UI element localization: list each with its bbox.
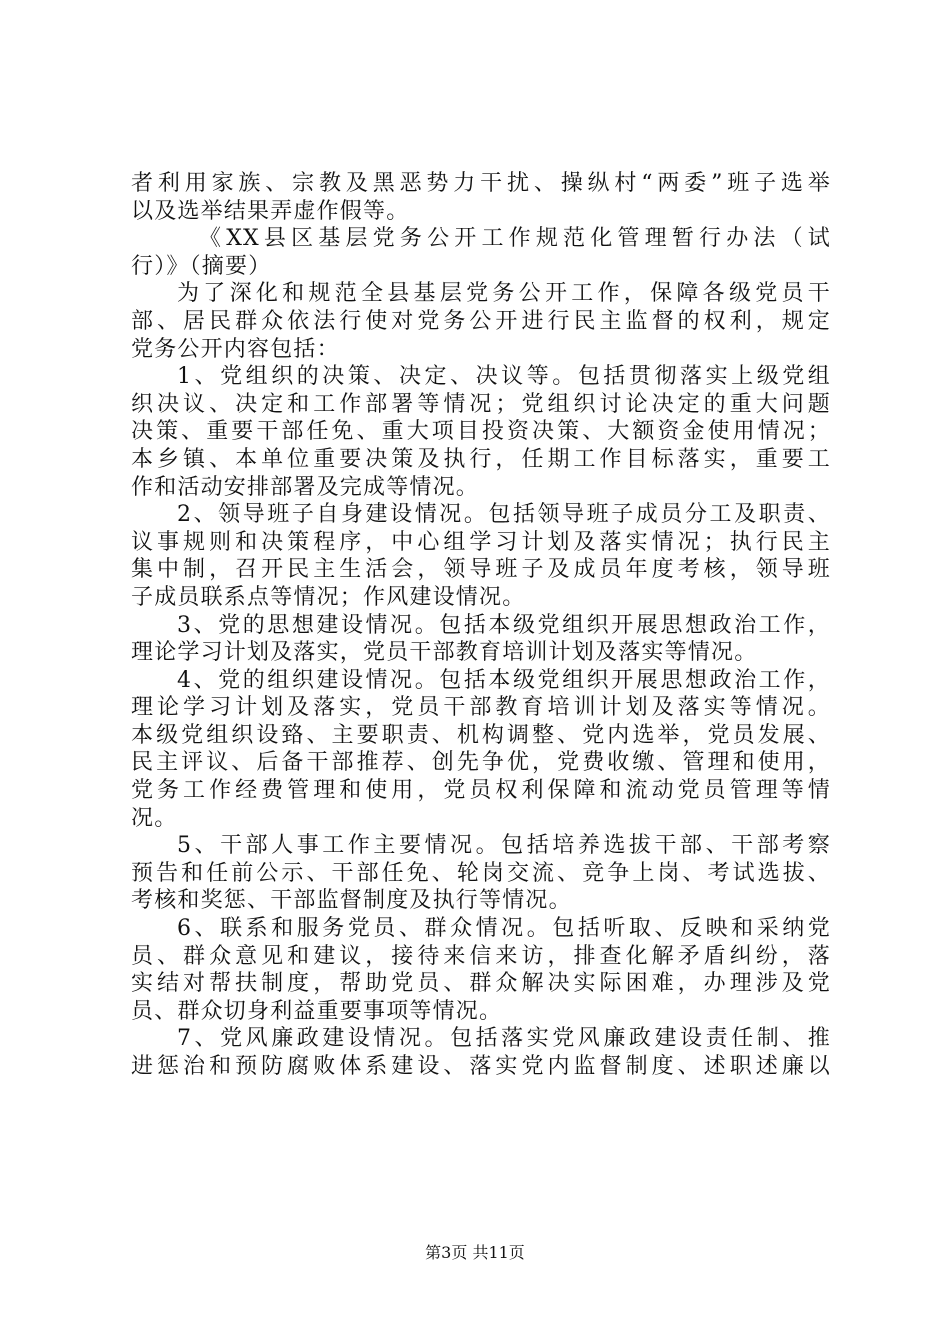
text-line: 以及选举结果弄虚作假等。 (131, 198, 410, 224)
text-line: 况。 (131, 805, 178, 831)
text-line: 本级党组织设臵、主要职责、机构调整、党内选举，党员发展、 (131, 722, 831, 748)
text-line: 考核和奖惩、干部监督制度及执行等情况。 (131, 888, 572, 914)
text-line: 集中制，召开民主生活会，领导班子及成员年度考核，领导班 (131, 557, 831, 583)
text-line: 6、联系和服务党员、群众情况。包括听取、反映和采纳党 (177, 916, 831, 942)
text-line: 4、党的组织建设情况。包括本级党组织开展思想政治工作， (177, 667, 831, 693)
text-line: 5、干部人事工作主要情况。包括培养选拔干部、干部考察 (177, 833, 831, 859)
text-line: 议事规则和决策程序，中心组学习计划及落实情况；执行民主 (131, 529, 831, 555)
text-line: 3、党的思想建设情况。包括本级党组织开展思想政治工作， (177, 612, 831, 638)
text-line: 行）》（摘要） (131, 253, 272, 279)
text-line: 党务工作经费管理和使用，党员权利保障和流动党员管理等情 (131, 778, 831, 804)
text-line: 员、群众切身利益重要事项等情况。 (131, 998, 503, 1024)
text-line: 为了深化和规范全县基层党务公开工作，保障各级党员干 (177, 281, 831, 307)
text-line: 进惩治和预防腐败体系建设、落实党内监督制度、述职述廉以 (131, 1054, 831, 1079)
text-line: 织决议、决定和工作部署等情况；党组织讨论决定的重大问题 (131, 391, 831, 417)
text-line: 理论学习计划及落实，党员干部教育培训计划及落实等情况。 (131, 695, 831, 721)
text-line: 子成员联系点等情况；作风建设情况。 (131, 584, 526, 610)
text-line: 7、党风廉政建设情况。包括落实党风廉政建设责任制、推 (177, 1026, 831, 1052)
text-line: 2、领导班子自身建设情况。包括领导班子成员分工及职责、 (177, 502, 831, 528)
text-line: 本乡镇、本单位重要决策及执行，任期工作目标落实，重要工 (131, 446, 831, 472)
document-body (131, 170, 831, 1081)
text-line: 预告和任前公示、干部任免、轮岗交流、竞争上岗、考试选拔、 (131, 860, 831, 886)
text-line: 决策、重要干部任免、重大项目投资决策、大额资金使用情况； (131, 419, 831, 445)
text-line: 者利用家族、宗教及黑恶势力干扰、操纵村“两委”班子选举 (131, 171, 831, 196)
text-line: 理论学习计划及落实，党员干部教育培训计划及落实等情况。 (131, 640, 758, 666)
text-line: 实结对帮扶制度，帮助党员、群众解决实际困难，办理涉及党 (131, 971, 831, 997)
text-line: 员、群众意见和建议，接待来信来访，排查化解矛盾纠纷，落 (131, 943, 831, 969)
text-line: 部、居民群众依法行使对党务公开进行民主监督的权利，规定 (131, 308, 831, 334)
text-line: 1、党组织的决策、决定、决议等。包括贯彻落实上级党组 (177, 364, 831, 390)
page-number-footer: 第3页 共11页 (425, 1243, 525, 1262)
text-line: 《XX县区基层党务公开工作规范化管理暂行办法（试 (199, 226, 831, 252)
text-line: 作和活动安排部署及完成等情况。 (131, 474, 480, 500)
text-line: 民主评议、后备干部推荐、创先争优，党费收缴、管理和使用， (131, 750, 831, 776)
text-line: 党务公开内容包括： (131, 336, 340, 362)
